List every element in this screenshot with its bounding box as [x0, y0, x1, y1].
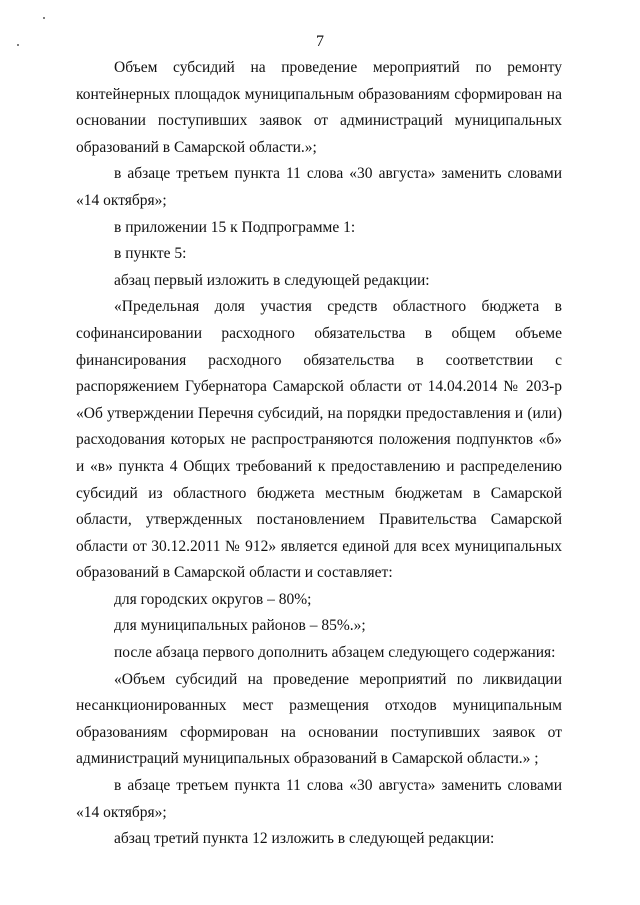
paragraph: для городских округов – 80%; — [114, 590, 312, 608]
scan-speck — [43, 17, 45, 19]
paragraph: в абзаце третьем пункта 11 слова «30 августа» заменить словами «14 октября»; — [76, 165, 562, 209]
paragraph: после абзаца первого дополнить абзацем следующего содержания: — [114, 644, 556, 662]
document-body — [76, 55, 562, 853]
paragraph: «Предельная доля участия средств областного бюджета в софинансировании расходного обязательства в общем объеме финансирования расходного обязательства в соответствии с распоряжением Губернатора Самарской области от 14.04.2014 № 203-р «Об утверждении Перечня субсидий, на порядки предоставления и (или) расходования которых не распространяются положения подпунктов «б» и «в» пункта 4 Общих требований к предоставлению и распределению субсидий из областного бюджета местным бюджетам в Самарской области, утвержденных постановлением Правительства Самарской области от 30.12.2011 № 912» является единой для всех муниципальных образований в Самарской области и составляет: — [76, 298, 562, 582]
paragraph: в абзаце третьем пункта 11 слова «30 августа» заменить словами «14 октября»; — [76, 777, 562, 821]
paragraph: «Объем субсидий на проведение мероприятий по ликвидации несанкционированных мест размещения отходов муниципальным образованиям сформирован на основании поступивших заявок от администраций муниципальных образований в Самарской области.» ; — [76, 670, 562, 768]
paragraph: абзац первый изложить в следующей редакции: — [114, 271, 430, 289]
page-number: 7 — [316, 33, 324, 50]
paragraph: для муниципальных районов – 85%.»; — [114, 617, 366, 635]
paragraph: абзац третий пункта 12 изложить в следующей редакции: — [114, 830, 495, 848]
paragraph: в приложении 15 к Подпрограмме 1: — [114, 218, 356, 236]
paragraph: Объем субсидий на проведение мероприятий по ремонту контейнерных площадок муниципальным образованиям сформирован на основании поступивших заявок от администраций муниципальных образований в Самарской области.»; — [76, 59, 562, 156]
paragraph: в пункте 5: — [114, 245, 187, 263]
